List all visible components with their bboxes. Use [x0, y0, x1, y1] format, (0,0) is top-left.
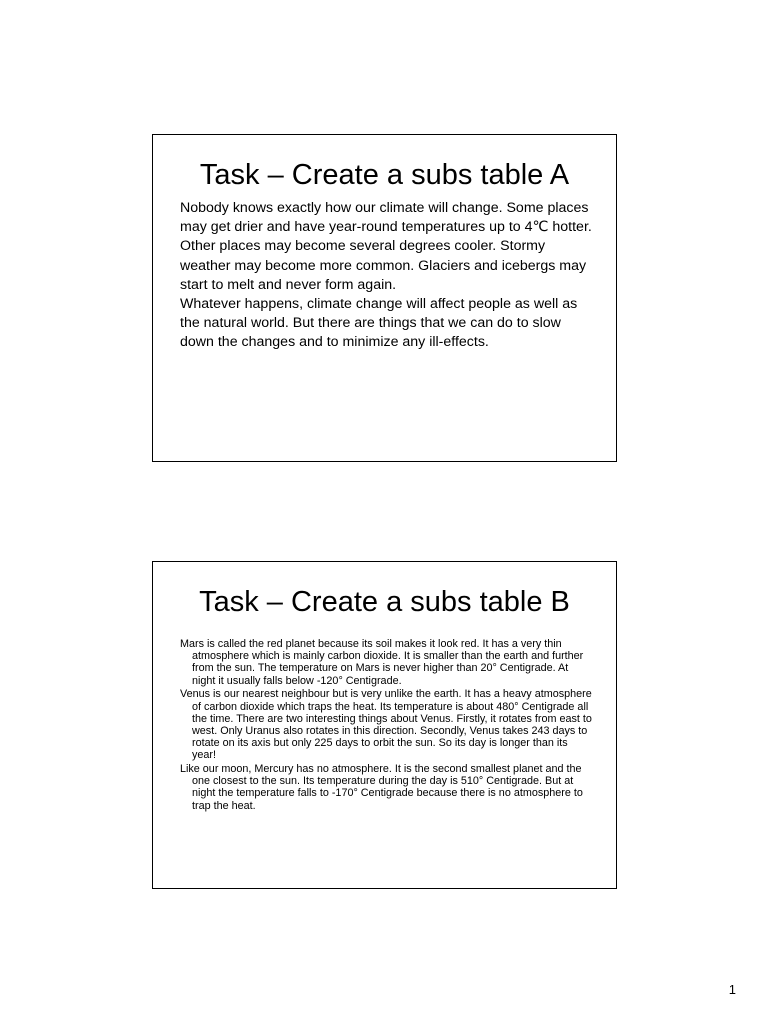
slide-b-paragraph-mercury: Like our moon, Mercury has no atmosphere. It is the second smallest planet and the one closest to the sun. Its temperature during the day is 510° Centigrade. But at night the temperature falls to -170° Centigrade because there is no atmosphere to trap the heat. [180, 763, 583, 812]
slide-b-paragraph-venus: Venus is our nearest neighbour but is very unlike the earth. It has a heavy atmosphere of carbon dioxide which traps the heat. Its temperature is about 480° Centigrade all the time. There are two interesting things about Venus. Firstly, it rotates from east to west. Only Uranus also rotates in this direction. Secondly, Venus takes 243 days to rotate on its axis but only 225 days to orbit the sun. So its day is longer than its year! [180, 688, 592, 762]
slide-b [152, 561, 617, 889]
page-number: 1 [728, 982, 736, 997]
slide-a-paragraph: Whatever happens, climate change will affect people as well as the natural world. But there are things that we can do to slow down the changes and to minimize any ill-effects. [180, 296, 578, 351]
slide-a-paragraph: Nobody knows exactly how our climate will change. Some places may get drier and have year-round temperatures up to 4℃ hotter. Other places may become several degrees cooler. Stormy weather may become more common. Glaciers and icebergs may start to melt and never form again. [180, 200, 592, 293]
slide-b-body [180, 638, 594, 813]
slide-a-title: Task – Create a subs table A [199, 159, 570, 191]
slide-a [152, 134, 617, 462]
slide-b-title: Task – Create a subs table B [199, 586, 570, 618]
slide-a-body [180, 199, 594, 353]
slide-b-paragraph-mars: Mars is called the red planet because its soil makes it look red. It has a very thin atmosphere which is mainly carbon dioxide. It is smaller than the earth and further from the sun. The temperature on Mars is never higher than 20° Centigrade. At night it usually falls below -120° Centigrade. [180, 638, 584, 687]
